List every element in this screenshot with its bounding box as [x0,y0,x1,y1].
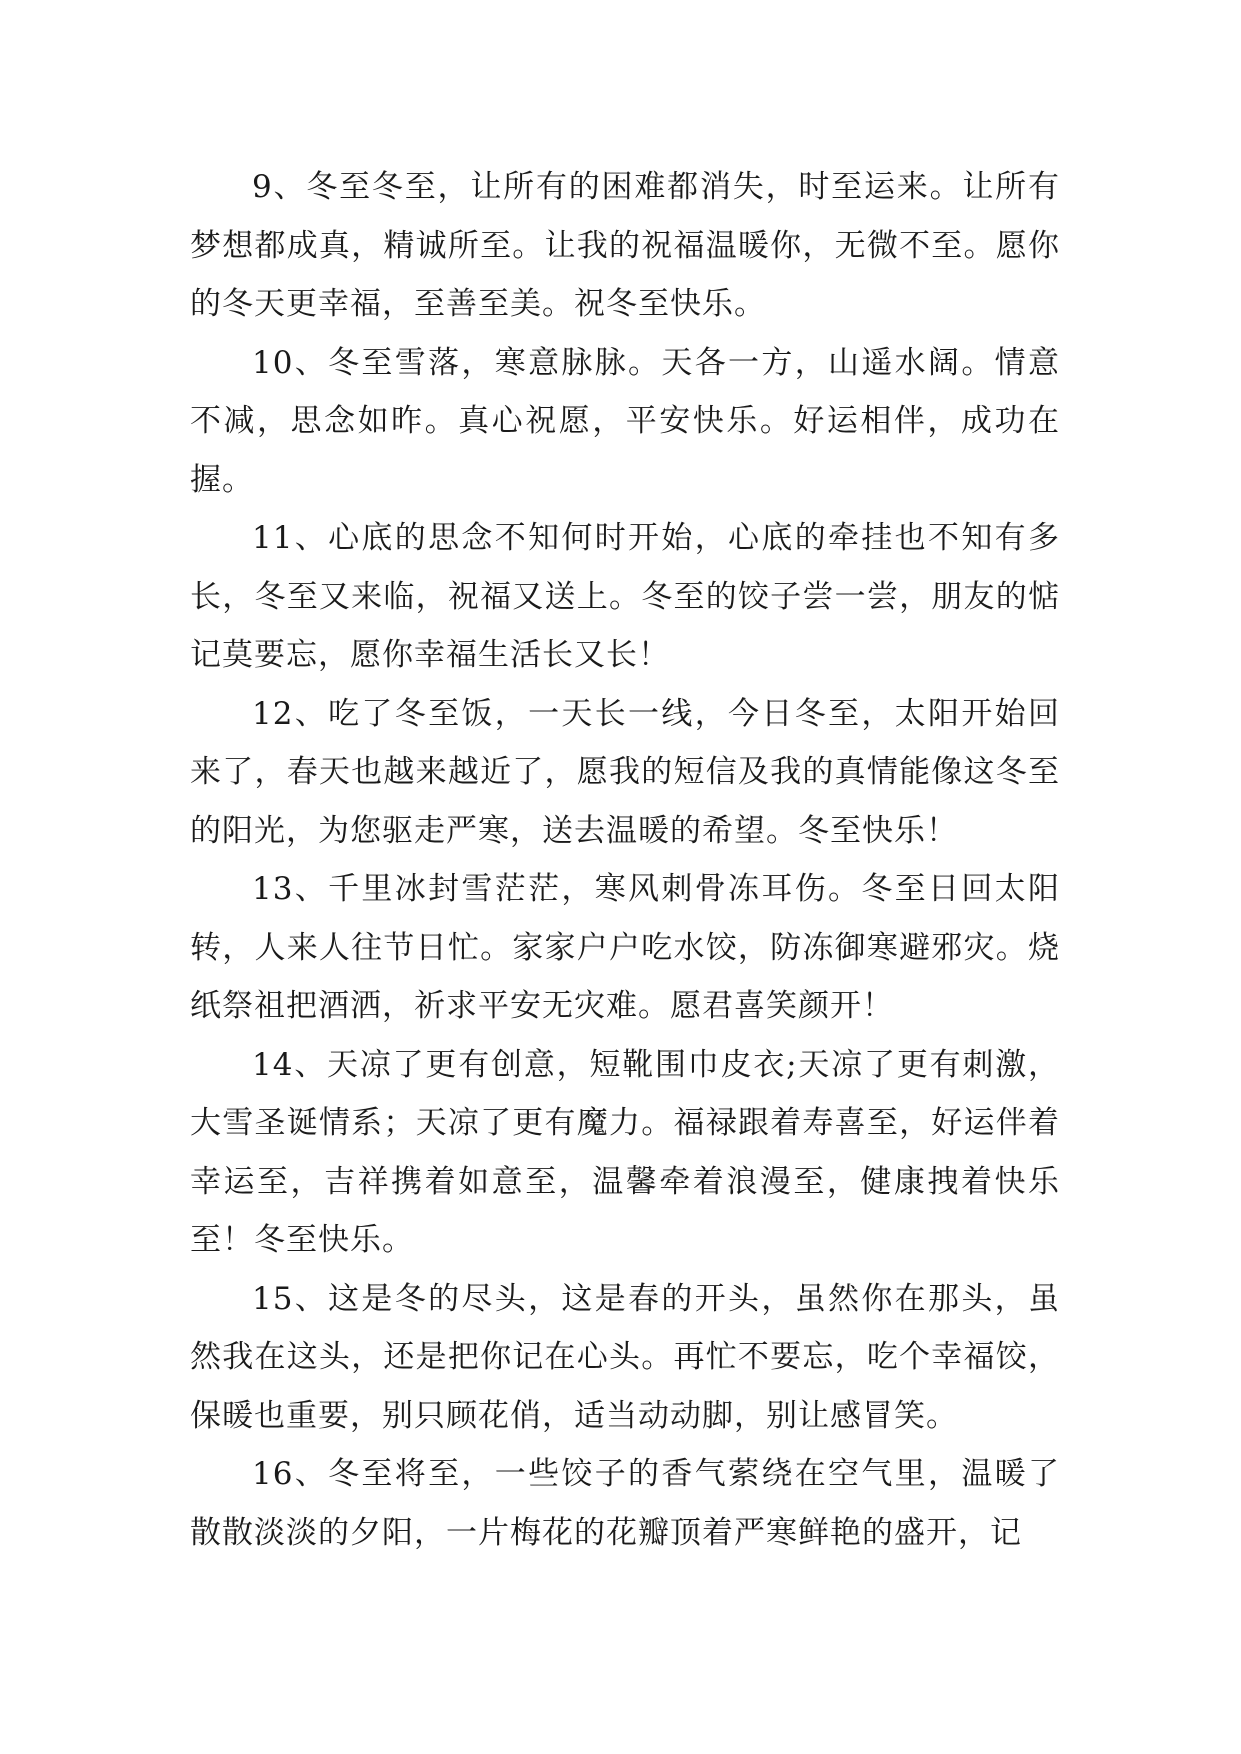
paragraph-12: 12、吃了冬至饭，一天长一线，今日冬至，太阳开始回来了，春天也越来越近了，愿我的短信及我的真情能像这冬至的阳光，为您驱走严寒，送去温暖的希望。冬至快乐！ [190,695,1060,849]
paragraph-15: 15、这是冬的尽头，这是春的开头，虽然你在那头，虽然我在这头，还是把你记在心头。再忙不要忘，吃个幸福饺，保暖也重要，别只顾花俏，适当动动脚，别让感冒笑。 [190,1280,1060,1434]
paragraph-13: 13、千里冰封雪茫茫，寒风刺骨冻耳伤。冬至日回太阳转，人来人往节日忙。家家户户吃水饺，防冻御寒避邪灾。烧纸祭祖把酒洒，祈求平安无灾难。愿君喜笑颜开！ [190,871,1060,1024]
paragraph-14: 14、天凉了更有创意，短靴围巾皮衣;天凉了更有刺激，大雪圣诞情系；天凉了更有魔力。福禄跟着寿喜至，好运伴着幸运至，吉祥携着如意至，温馨牵着浪漫至，健康拽着快乐至！冬至快乐。 [190,1046,1060,1258]
paragraph-16: 16、冬至将至，一些饺子的香气萦绕在空气里，温暖了散散淡淡的夕阳，一片梅花的花瓣顶着严寒鲜艳的盛开，记 [190,1456,1060,1551]
paragraph-11: 11、心底的思念不知何时开始，心底的牵挂也不知有多长，冬至又来临，祝福又送上。冬至的饺子尝一尝，朋友的惦记莫要忘，愿你幸福生活长又长！ [190,520,1060,673]
document-body [190,158,1060,1562]
paragraph-10: 10、冬至雪落，寒意脉脉。天各一方，山遥水阔。情意不减，思念如昨。真心祝愿，平安快乐。好运相伴，成功在握。 [190,344,1060,498]
paragraph-9: 9、冬至冬至，让所有的困难都消失，时至运来。让所有梦想都成真，精诚所至。让我的祝福温暖你，无微不至。愿你的冬天更幸福，至善至美。祝冬至快乐。 [190,169,1060,322]
